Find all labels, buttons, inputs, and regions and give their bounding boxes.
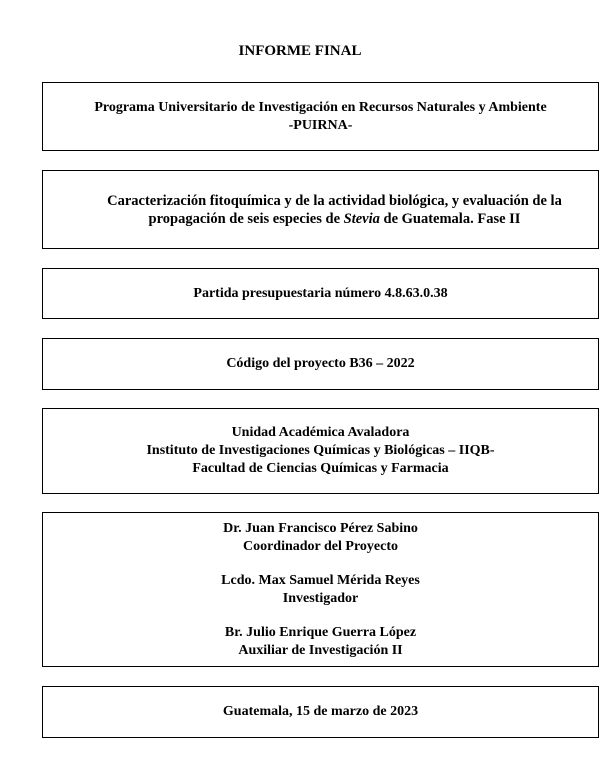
project-title-genus: Stevia bbox=[343, 210, 380, 227]
date-box bbox=[42, 686, 599, 738]
report-heading: INFORME FINAL bbox=[238, 43, 362, 59]
team-box bbox=[42, 512, 599, 667]
program-box bbox=[42, 82, 599, 151]
budget-box bbox=[42, 268, 599, 319]
team-member-role: Auxiliar de Investigación II bbox=[238, 642, 403, 658]
team-member-name: Lcdo. Max Samuel Mérida Reyes bbox=[221, 572, 420, 588]
team-member-name: Dr. Juan Francisco Pérez Sabino bbox=[223, 520, 418, 536]
faculty-name: Facultad de Ciencias Químicas y Farmacia bbox=[192, 461, 449, 476]
team-member-role: Coordinador del Proyecto bbox=[242, 538, 399, 554]
project-title-box bbox=[42, 170, 599, 249]
program-name: Programa Universitario de Investigación en Recursos Naturales y Ambiente bbox=[94, 99, 547, 115]
project-code: Código del proyecto B36 – 2022 bbox=[226, 356, 415, 371]
project-title-line1: Caracterización fitoquímica y de la actividad biológica, y evaluación de la bbox=[107, 192, 562, 209]
team-member-role: Investigador bbox=[282, 590, 359, 606]
team-member-name: Br. Julio Enrique Guerra López bbox=[224, 624, 417, 640]
academic-unit-label: Unidad Académica Avaladora bbox=[231, 425, 410, 440]
program-acronym: -PUIRNA- bbox=[288, 117, 353, 133]
academic-unit-box bbox=[42, 408, 599, 494]
project-code-box bbox=[42, 338, 599, 390]
institute-name: Instituto de Investigaciones Químicas y Biológicas – IIQB- bbox=[146, 443, 495, 458]
budget-line: Partida presupuestaria número 4.8.63.0.38 bbox=[193, 285, 448, 301]
report-date: Guatemala, 15 de marzo de 2023 bbox=[222, 704, 419, 719]
project-title-line2-pre: propagación de seis especies de bbox=[148, 210, 344, 227]
project-title-line2 bbox=[121, 210, 521, 228]
project-title-line2-post: de Guatemala. Fase II bbox=[379, 210, 521, 227]
